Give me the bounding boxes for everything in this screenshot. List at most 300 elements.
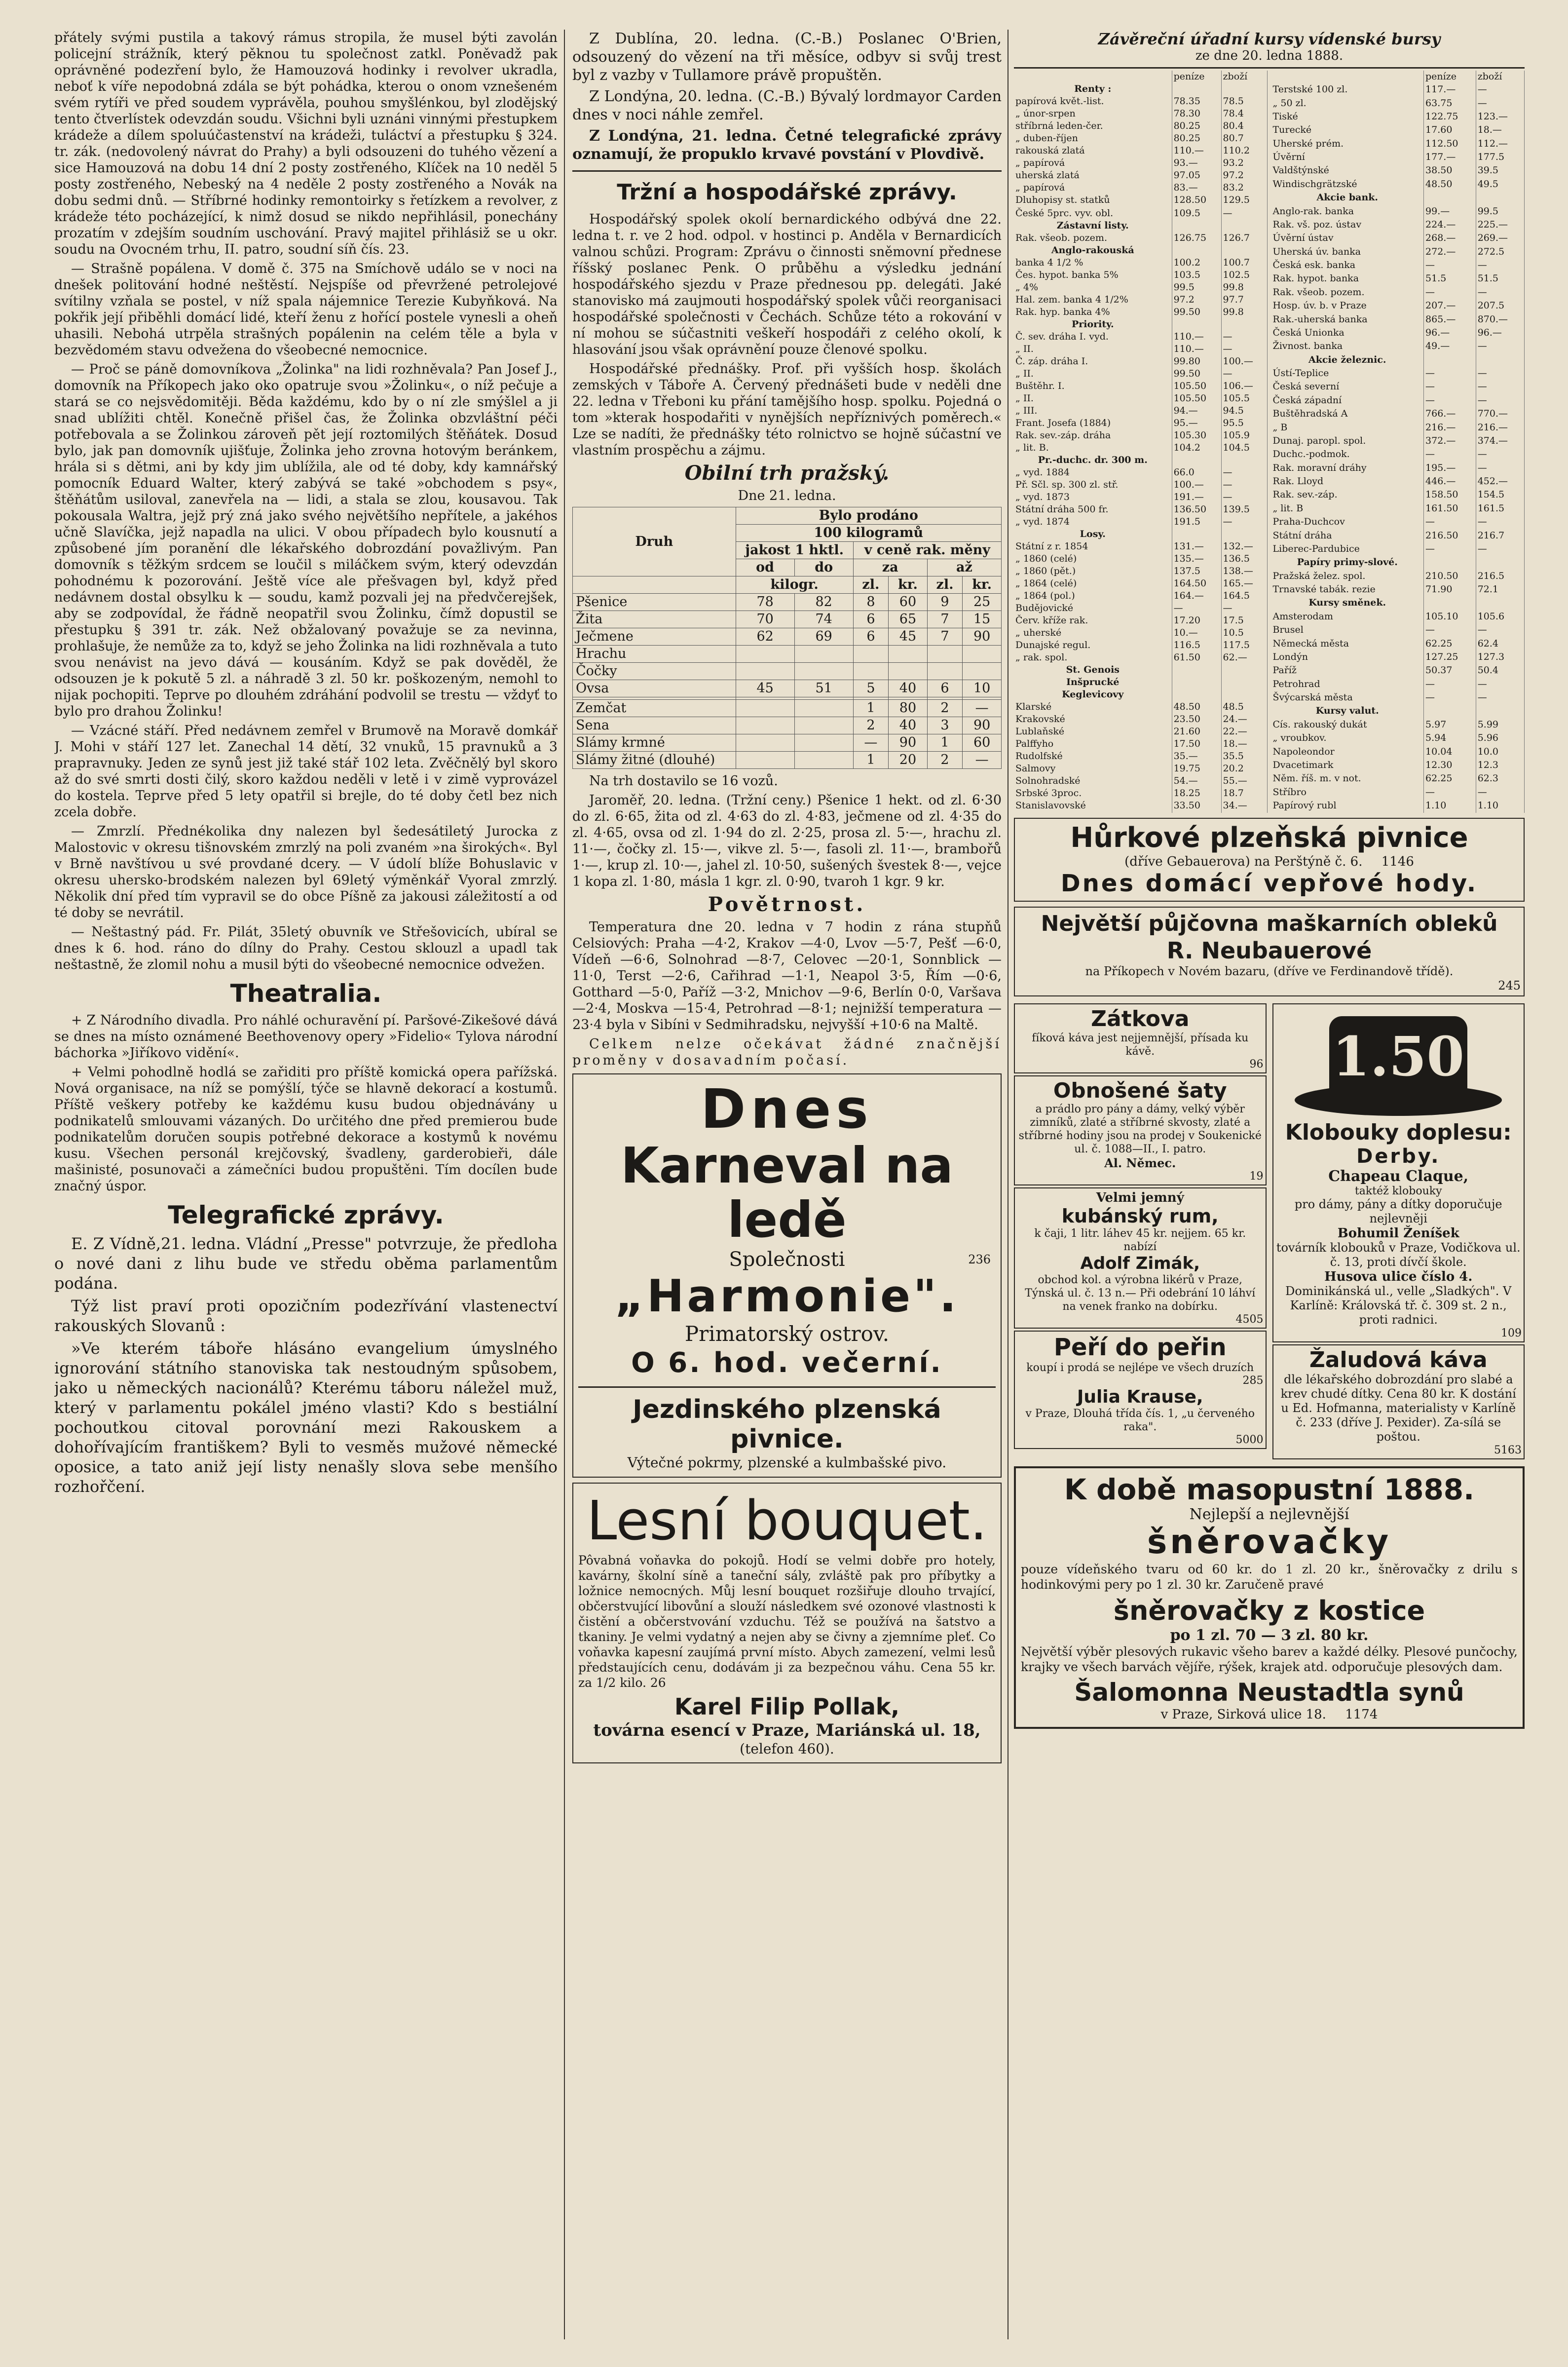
grain-head-kr: kr.	[963, 576, 1002, 594]
kurs-value: 177.5	[1476, 151, 1524, 164]
kurs-name: Keglevicovy	[1014, 688, 1172, 701]
kurs-name: Inšprucké	[1014, 676, 1172, 688]
kurs-name: „ II.	[1014, 392, 1172, 405]
kurs-row	[1271, 164, 1525, 177]
kurs-value: —	[1476, 623, 1524, 637]
grain-cell: 5	[853, 680, 888, 697]
ad-saty-text: a prádlo pro pány a dámy, velký výběr zimníků, zlaté a stříbrné skvosty, zlaté a stříbrné hodiny jsou na prodej v Soukenické ul. č. 1088—II., I. patro.	[1018, 1103, 1262, 1155]
kurs-value	[1221, 528, 1267, 540]
ad-zenisek-text: továrník klobouků v Praze, Vodičkova ul. č. 13, proti dívčí škole.	[1276, 1241, 1521, 1269]
ad-klobouky-title: Klobouky doplesu:	[1285, 1120, 1512, 1145]
kurs-value: —	[1476, 448, 1524, 461]
kurs-row	[1014, 380, 1267, 392]
grain-head-druh: Druh	[573, 507, 736, 576]
kurs-value	[1221, 664, 1267, 676]
kurs-name: Něm. říš. m. v not.	[1271, 772, 1424, 785]
kurs-value: 216.—	[1424, 420, 1476, 434]
ad-zenisek: Bohumil Ženíšek	[1337, 1226, 1459, 1241]
kurs-value	[1424, 191, 1476, 204]
grain-cell	[794, 717, 853, 734]
kurs-value: 269.—	[1476, 231, 1524, 245]
kurs-row	[1014, 553, 1267, 565]
kurs-name: Klarské	[1014, 701, 1172, 713]
kurs-value: 50.4	[1476, 664, 1524, 677]
ad-hod: O 6. hod. večerní.	[631, 1347, 943, 1379]
kurs-value: —	[1221, 343, 1267, 355]
section-heading-theatralia: Theatralia.	[230, 979, 382, 1008]
kurs-row	[1271, 204, 1525, 218]
kurs-row	[1271, 718, 1525, 731]
kurs-name: „ 1860 (celé)	[1014, 553, 1172, 565]
grain-cell: 90	[963, 628, 1002, 646]
grain-row	[573, 594, 1002, 611]
article-telegraf-2: Týž list praví proti opozičním podezřívání vlastenectví rakouských Slovanů :	[54, 1297, 558, 1335]
kurs-value: 96.—	[1476, 326, 1524, 340]
grain-cell	[736, 734, 794, 752]
kurs-row	[1014, 738, 1267, 750]
kurs-name: rakouská zlatá	[1014, 145, 1172, 157]
kurs-value: 870.—	[1476, 312, 1524, 326]
ad-krause-text: v Praze, Dlouhá třída čís. 1, „u červeného raka".	[1025, 1408, 1255, 1433]
kurs-name: „ papírová	[1014, 182, 1172, 194]
kurs-row	[1014, 516, 1267, 528]
grain-row	[573, 628, 1002, 646]
kurs-value: —	[1476, 394, 1524, 407]
kurs-row	[1014, 169, 1267, 182]
kurs-row	[1014, 540, 1267, 553]
kurs-value: 62.3	[1476, 772, 1524, 785]
kurs-value: 117.—	[1424, 83, 1476, 96]
ad-pokrmy: Výtečné pokrmy, plzenské a kulmbašské pivo.	[627, 1454, 947, 1471]
kurs-value: 770.—	[1476, 407, 1524, 420]
kurs-name: Dunajské regul.	[1014, 639, 1172, 651]
kurs-row	[1271, 380, 1525, 393]
grain-cell	[736, 646, 794, 663]
kurs-name: Č. sev. dráha I. vyd.	[1014, 331, 1172, 343]
kurs-value: —	[1476, 286, 1524, 299]
grain-cell	[794, 734, 853, 752]
kurs-value: 272.5	[1476, 245, 1524, 259]
kurs-value: 35.5	[1221, 750, 1267, 763]
kurs-value: 71.90	[1424, 583, 1476, 596]
divider	[572, 170, 1002, 172]
article-spolek: Hospodářský spolek okolí bernardického odbývá dne 22. ledna t. r. ve 2 hod. odpol. v hostinci p. Anděla v Bernardicích valnou schůzi. Program: Zprávu o činnosti sněmovní přednese říšský poslanec Penk. O průběhu a výsledku jednání hospodářského sjezdu v Praze přednesou pp. delegáti. Jaké stanovisko má zaujmouti hospodářský spolek vůči reorganisaci hospodářské společnosti v Čechách. Schůze této a rokování v ní mohou se súčastniti veškeří hospodáři z celého okolí, k hlasování jsou však oprávnění pouze členové spolku.	[572, 212, 1002, 357]
kurs-value: 374.—	[1476, 434, 1524, 448]
grain-cell: 40	[889, 717, 928, 734]
kurs-name: Česká severní	[1271, 380, 1424, 393]
ad-zaludova-title: Žaludová káva	[1309, 1347, 1488, 1373]
grain-head-od: od	[736, 559, 794, 576]
kurs-value: 19.75	[1172, 763, 1221, 775]
kurs-name: Uherské prém.	[1271, 137, 1424, 151]
kurs-row	[1271, 745, 1525, 758]
kurs-name: „ lit. B	[1271, 502, 1424, 515]
ad-pujcovna	[1014, 907, 1525, 996]
grain-cell	[963, 663, 1002, 680]
kurs-name: stříbrná leden-čer.	[1014, 120, 1172, 132]
kurs-value: 48.50	[1172, 701, 1221, 713]
kurs-row	[1014, 257, 1267, 269]
ad-harmonie: „Harmonie".	[614, 1270, 960, 1322]
kurs-row	[1271, 596, 1525, 610]
grain-head-za: za	[853, 559, 927, 576]
kurs-name: Londýn	[1271, 650, 1424, 664]
kurs-value: 18.—	[1221, 738, 1267, 750]
kurs-value: 216.—	[1476, 420, 1524, 434]
kurs-name	[1014, 812, 1172, 813]
kurs-value: 224.—	[1424, 218, 1476, 231]
kurs-name: Paříž	[1271, 664, 1424, 677]
article-zmrzli: — Zmrzlí. Přednékolika dny nalezen byl šedesátiletý Jurocka z Malostovic v okresu tišnovském zmrzlý na poli zvaném »na širokých«. Byl v Brně navštívou u své provdané dcery. — V údolí blíže Bohuslavic v okresu uhersko-brodském nalezen byl 69letý výměnkář Vyoral zmrzlý. Několik dní před tím vypravil se do obce Píšně za jakousi záležitostí a od té doby se nevrátil.	[54, 824, 558, 920]
kurs-name: Papíry primy-slové.	[1271, 556, 1424, 569]
kurs-value: 10.04	[1424, 745, 1476, 758]
ad-krause: Julia Krause,	[1077, 1387, 1203, 1407]
kurs-row	[1014, 132, 1267, 145]
kurs-row	[1014, 405, 1267, 417]
kurs-value: 191.5	[1172, 516, 1221, 528]
kurs-value: 99.5	[1476, 204, 1524, 218]
grain-cell: 69	[794, 628, 853, 646]
kurs-name: Př. Sčl. sp. 300 zl. stř.	[1014, 479, 1172, 491]
kurs-row	[1014, 194, 1267, 206]
kurs-head-blank	[1271, 71, 1424, 83]
kurs-name: Turecké	[1271, 123, 1424, 137]
kurs-value: 18.—	[1476, 123, 1524, 137]
grain-cell: 51	[794, 680, 853, 697]
kurs-row	[1271, 637, 1525, 650]
kurs-row	[1014, 701, 1267, 713]
kurs-name: Rak. vš. poz. ústav	[1271, 218, 1424, 231]
kurs-row	[1271, 461, 1525, 475]
kurs-value: 5.97	[1424, 718, 1476, 731]
grain-cell: 45	[736, 680, 794, 697]
kurs-value: —	[1424, 380, 1476, 393]
hat-logo-number: 1.50	[1332, 1025, 1465, 1088]
ad-hurkove	[1014, 818, 1525, 902]
kurs-value: 17.20	[1172, 614, 1221, 627]
kurs-value	[1221, 83, 1267, 95]
kurs-row	[1014, 639, 1267, 651]
grain-head-kg: 100 kilogramů	[736, 525, 1001, 542]
kurs-value: 24.—	[1221, 713, 1267, 725]
kurs-value: 136.5	[1221, 553, 1267, 565]
kurs-value: 110.—	[1172, 145, 1221, 157]
kurs-value: —	[1424, 259, 1476, 272]
kurs-value: 96.—	[1424, 326, 1476, 340]
kurs-row	[1271, 434, 1525, 448]
grain-cell: 2	[927, 752, 962, 769]
kurs-value: 216.50	[1424, 529, 1476, 542]
ad-zatkova-text: fíková káva jest nejjemnější, přísada ku kávě.	[1032, 1032, 1249, 1058]
ad-zaludova	[1272, 1344, 1525, 1459]
grain-cell: 7	[927, 611, 962, 628]
kurs-row	[1014, 294, 1267, 306]
ad-dnes: Dnes	[701, 1077, 873, 1141]
column-middle	[572, 30, 1002, 2349]
kurs-value: 93.—	[1172, 157, 1221, 169]
grain-cell: 65	[889, 611, 928, 628]
kurs-value: 131.—	[1172, 540, 1221, 553]
kurs-name: Ústí-Teplice	[1271, 367, 1424, 380]
kurs-value: 104.2	[1172, 442, 1221, 454]
kurs-row	[1271, 286, 1525, 299]
kurs-value: —	[1424, 542, 1476, 556]
kurs-name: Německá města	[1271, 637, 1424, 650]
grain-cell: 74	[794, 611, 853, 628]
kurs-value: 97.2	[1172, 294, 1221, 306]
kurs-value: 126.7	[1221, 232, 1267, 244]
kurs-value: 5.99	[1476, 718, 1524, 731]
kurs-value: 10.0	[1476, 745, 1524, 758]
ad-masopust	[1014, 1466, 1525, 1729]
kurs-value: 105.50	[1172, 380, 1221, 392]
kurs-value: 105.6	[1476, 610, 1524, 623]
kurs-name: „ uherské	[1014, 627, 1172, 639]
kurs-value: 127.3	[1476, 650, 1524, 664]
kurs-value: —	[1476, 259, 1524, 272]
kurs-row	[1014, 577, 1267, 590]
kurs-row	[1271, 799, 1525, 813]
kurs-value	[1221, 318, 1267, 331]
kurs-value: 18.7	[1221, 787, 1267, 800]
article-intro: přátely svými pustila a takový rámus stropila, že musel býti zavolán policejní strážník, který pěknou tu společnost zatkl. Poněvadž pak oprávněné podezření bylo, že Hamouzová hodinky i revolver ukradla, neboť k víře nepodobná zdála se být pohádka, kterou o onom vznešeném svém rytíři ve před soudem vyprávěla, pouhou smyšlénkou, byl zlodějský tento čtverlístek odevzdán soudu. Všichni byli uznáni vinnými přestupkem krádeže a dílem spoluúčastenství na krádeži, tuláctví a přestupku § 324. tr. zák. (nedovolený návrat do Prahy) a byli odsouzeni do tuhého vězení a sice Hamouzová na dobu 14 dní 2 posty zostřeného, Klíček na 10 neděl 5 posty zostřeného, Nebeský na 4 neděle 2 posty zostřeného a Novák na dobu sedmi dnů. — Stříbrné hodinky remontoirky s řetízkem a revolver, z krádeže této pocházející, k nimž dosud se nikdo nepřihlásil, ponechány prozatím v zdejším soudním uschování. Pravý majitel přihlásiž se u okr. soudu na Ovocném trhu, II. patro, soudní síň čís. 23.	[54, 30, 558, 257]
kurs-value: 106.—	[1221, 380, 1267, 392]
kurs-value: 97.7	[1221, 294, 1267, 306]
kurs-name: Rak. moravní dráhy	[1271, 461, 1424, 475]
ad-neubauer-sub: na Příkopech v Novém bazaru, (dříve ve Ferdinandově třídě).	[1085, 964, 1454, 978]
kurs-row	[1014, 725, 1267, 738]
kurs-name: Losy.	[1014, 528, 1172, 540]
kurs-name: „ duben-říjen	[1014, 132, 1172, 145]
kurs-name: Buštěhr. I.	[1014, 380, 1172, 392]
kurs-name: Salmovy	[1014, 763, 1172, 775]
kurs-value: 123.—	[1476, 110, 1524, 123]
kurs-name: Liberec-Pardubice	[1271, 542, 1424, 556]
kurs-value: 128.50	[1172, 194, 1221, 206]
ad-pujcovna-title: Největší půjčovna maškarních obleků	[1041, 911, 1498, 936]
grain-cell	[889, 663, 928, 680]
kurs-value: 372.—	[1424, 434, 1476, 448]
kurs-value: 99.5	[1172, 281, 1221, 294]
kurs-value: 132.—	[1221, 540, 1267, 553]
kurs-row	[1271, 664, 1525, 677]
kurs-name: „ II.	[1014, 368, 1172, 380]
grain-head-kr: kr.	[889, 576, 928, 594]
kurs-name: Zástavní listy.	[1014, 220, 1172, 232]
kurs-value: 97.2	[1221, 169, 1267, 182]
kurs-value: —	[1221, 491, 1267, 503]
kurs-value: 452.—	[1476, 475, 1524, 488]
kurs-value: —	[1424, 367, 1476, 380]
kurs-value: 100.—	[1172, 479, 1221, 491]
kurs-value: —	[1424, 394, 1476, 407]
ad-kostice-text: Největší výběr plesových rukavic všeho barev a každé délky. Plesové punčochy, krajky ve všech barvách vějíře, rýšek, krajek atd. odporučuje plesových dam.	[1021, 1644, 1518, 1674]
grain-cell: 10	[963, 680, 1002, 697]
kurs-name: uherská zlatá	[1014, 169, 1172, 182]
kurs-value: 865.—	[1424, 312, 1476, 326]
kurs-value: 62.—	[1221, 651, 1267, 664]
kurs-value: —	[1476, 367, 1524, 380]
kurs-value: 51.5	[1476, 272, 1524, 285]
kurs-row	[1014, 565, 1267, 577]
grain-cell: 60	[963, 734, 1002, 752]
kurs-name: Česká esk. banka	[1271, 259, 1424, 272]
ad-rum-text: k čaji, 1 litr. láhev 45 kr. nejjem. 65 kr. nabízí	[1034, 1227, 1246, 1253]
kurs-value: 137.5	[1172, 565, 1221, 577]
kurs-title: Závěreční úřadní kursy vídenské bursy	[1098, 30, 1441, 48]
kurs-value: 38.50	[1424, 164, 1476, 177]
kurs-value: 22.—	[1221, 725, 1267, 738]
kurs-value: 49.—	[1424, 340, 1476, 353]
kurs-value	[1424, 596, 1476, 610]
ad-chapeau-sub: taktéž klobouky	[1354, 1185, 1442, 1197]
kurs-value: 225.—	[1476, 218, 1524, 231]
ad-zatkova	[1014, 1003, 1267, 1073]
ad-masopust-sub: Nejlepší a nejlevnější	[1189, 1506, 1349, 1523]
kurs-value	[1221, 812, 1267, 813]
kurs-value: 20.2	[1221, 763, 1267, 775]
kurs-row	[1014, 442, 1267, 454]
section-heading-trzni: Tržní a hospodářské zprávy.	[617, 180, 957, 205]
kurs-row	[1014, 306, 1267, 318]
kurs-name: „ 1864 (pol.)	[1014, 590, 1172, 602]
kurs-head-blank	[1014, 71, 1172, 83]
kurs-row	[1014, 220, 1267, 232]
kurs-head-zbozi: zboží	[1476, 71, 1524, 83]
kurs-value: 126.75	[1172, 232, 1221, 244]
kurs-row	[1271, 678, 1525, 691]
kurs-value: 1.10	[1424, 799, 1476, 813]
kurs-row	[1014, 688, 1267, 701]
kurs-value: 766.—	[1424, 407, 1476, 420]
kurs-name: Česká západní	[1271, 394, 1424, 407]
kurs-name: Kursy směnek.	[1271, 596, 1424, 610]
ad-number: 96	[1249, 1058, 1264, 1070]
kurs-value: 122.75	[1424, 110, 1476, 123]
article-london-1: Z Londýna, 20. ledna. (C.-B.) Bývalý lordmayor Carden dnes v noci náhle zemřel.	[572, 88, 1002, 123]
kurs-value: 39.5	[1476, 164, 1524, 177]
kurs-value	[1424, 556, 1476, 569]
kurs-value: —	[1476, 678, 1524, 691]
kurs-value: —	[1476, 340, 1524, 353]
grain-cell: Zemčat	[573, 700, 736, 717]
kurs-name: Valdštýnské	[1271, 164, 1424, 177]
kurs-row	[1014, 590, 1267, 602]
kurs-value	[1172, 664, 1221, 676]
kurs-name: Solnohradské	[1014, 775, 1172, 787]
kurs-value: 100.7	[1221, 257, 1267, 269]
kurs-row	[1014, 368, 1267, 380]
kurs-row	[1271, 420, 1525, 434]
ad-rum-head: Velmi jemný	[1096, 1190, 1184, 1205]
kurs-value: —	[1221, 516, 1267, 528]
ad-salomon-sub	[1021, 1707, 1518, 1722]
kurs-row	[1014, 466, 1267, 479]
grain-cell: 40	[889, 680, 928, 697]
kurs-value	[1476, 704, 1524, 718]
kurs-name: „ B	[1271, 420, 1424, 434]
kurs-name: „ 1864 (celé)	[1014, 577, 1172, 590]
grain-cell: 3	[927, 717, 962, 734]
kurs-name: Státní dráha	[1271, 529, 1424, 542]
kurs-value: 17.50	[1172, 738, 1221, 750]
kurs-row	[1271, 178, 1525, 191]
article-povetrnost: Temperatura dne 20. ledna v 7 hodin z rána stupňů Celsiových: Praha —4·2, Krakov —4·0, Lvov —5·7, Pešť —6·0, Vídeň —6·6, Solnohrad —8·7, Celovec —20·1, Sonnblick —11·0, Terst —2·6, Cařihrad —1·1, Neapol 3·5, Řím —0·6, Gotthard —5·0, Paříž —3·2, Mnichov —9·6, Berlín 0·0, Varšava —2·4, Moskva —15·4, Petrohrad —8·1; nejnižší temperatura —23·4 byla v Sibíni v Sedmihradsku, nejvyšší +10·6 na Maltě.	[572, 919, 1002, 1032]
kurs-value	[1172, 244, 1221, 257]
kurs-name: Anglo-rakouská	[1014, 244, 1172, 257]
kurs-name: Rak. sev.-záp. dráha	[1014, 429, 1172, 442]
kurs-head-penize: peníze	[1172, 71, 1221, 83]
kurs-row	[1014, 750, 1267, 763]
ad-snerovacky-text: pouze vídeňského tvaru od 60 kr. do 1 zl. 20 kr., šněrovačky z drilu s hodinkovými pery po 1 zl. 30 kr. Zaručeně pravé	[1021, 1562, 1518, 1592]
kurs-value: 54.—	[1172, 775, 1221, 787]
kurs-name: Buštěhradská A	[1271, 407, 1424, 420]
kurs-value: 195.—	[1424, 461, 1476, 475]
grain-cell: 1	[853, 700, 888, 717]
ad-karneval-title: Karneval na ledě	[621, 1137, 953, 1249]
kurs-value: 80.4	[1221, 120, 1267, 132]
kurs-name: „ lit. B.	[1014, 442, 1172, 454]
kurs-name: „ III.	[1014, 405, 1172, 417]
ad-number: 109	[1501, 1327, 1522, 1339]
kurs-row	[1014, 664, 1267, 676]
kurs-row	[1014, 491, 1267, 503]
grain-cell: 6	[927, 680, 962, 697]
kurs-name: Trnavské tabák. rezie	[1271, 583, 1424, 596]
kurs-value: 129.5	[1221, 194, 1267, 206]
kurs-row	[1271, 367, 1525, 380]
kurs-tables	[1014, 71, 1525, 813]
grain-head-blank	[573, 576, 736, 594]
kurs-value	[1424, 353, 1476, 367]
grain-cell: 78	[736, 594, 794, 611]
kurs-name: „ únor-srpen	[1014, 108, 1172, 120]
kurs-name: České 5prc. vyv. obl.	[1014, 207, 1172, 220]
ad-hurkove-sub-text: (dříve Gebauerova) na Perštýně č. 6.	[1124, 854, 1363, 869]
kurs-row	[1014, 763, 1267, 775]
grain-cell: 45	[889, 628, 928, 646]
kurs-value: 161.5	[1476, 502, 1524, 515]
kurs-value: —	[1476, 691, 1524, 704]
grain-cell	[736, 752, 794, 769]
kurs-row	[1271, 502, 1525, 515]
kurs-row	[1271, 407, 1525, 420]
kurs-name: Amsterodam	[1271, 610, 1424, 623]
kurs-value: 109.5	[1172, 207, 1221, 220]
kurs-name: Brusel	[1271, 623, 1424, 637]
ad-rum	[1014, 1187, 1267, 1329]
grain-row	[573, 717, 1002, 734]
kurs-value: 10.5	[1221, 627, 1267, 639]
kurs-row	[1014, 244, 1267, 257]
grain-price-table	[572, 507, 1002, 769]
kurs-value: 49.5	[1476, 178, 1524, 191]
kurs-value: 110.—	[1172, 331, 1221, 343]
kurs-name: „ vroubkov.	[1271, 731, 1424, 745]
kurs-row	[1014, 812, 1267, 813]
kurs-value: 17.60	[1424, 123, 1476, 137]
kurs-value: 99.8	[1221, 281, 1267, 294]
kurs-value	[1172, 220, 1221, 232]
grain-cell: —	[963, 752, 1002, 769]
kurs-row	[1271, 488, 1525, 501]
kurs-value: 95.5	[1221, 417, 1267, 429]
kurs-value: 10.—	[1172, 627, 1221, 639]
ad-neubauer: R. Neubauerové	[1166, 937, 1372, 964]
kurs-row	[1271, 245, 1525, 259]
ad-zimak-text: obchod kol. a výrobna likérů v Praze, Týnská ul. č. 13 n.— Při odebrání 10 láhví na venek franko na dobírku.	[1025, 1274, 1256, 1313]
kurs-value: 78.5	[1221, 95, 1267, 108]
